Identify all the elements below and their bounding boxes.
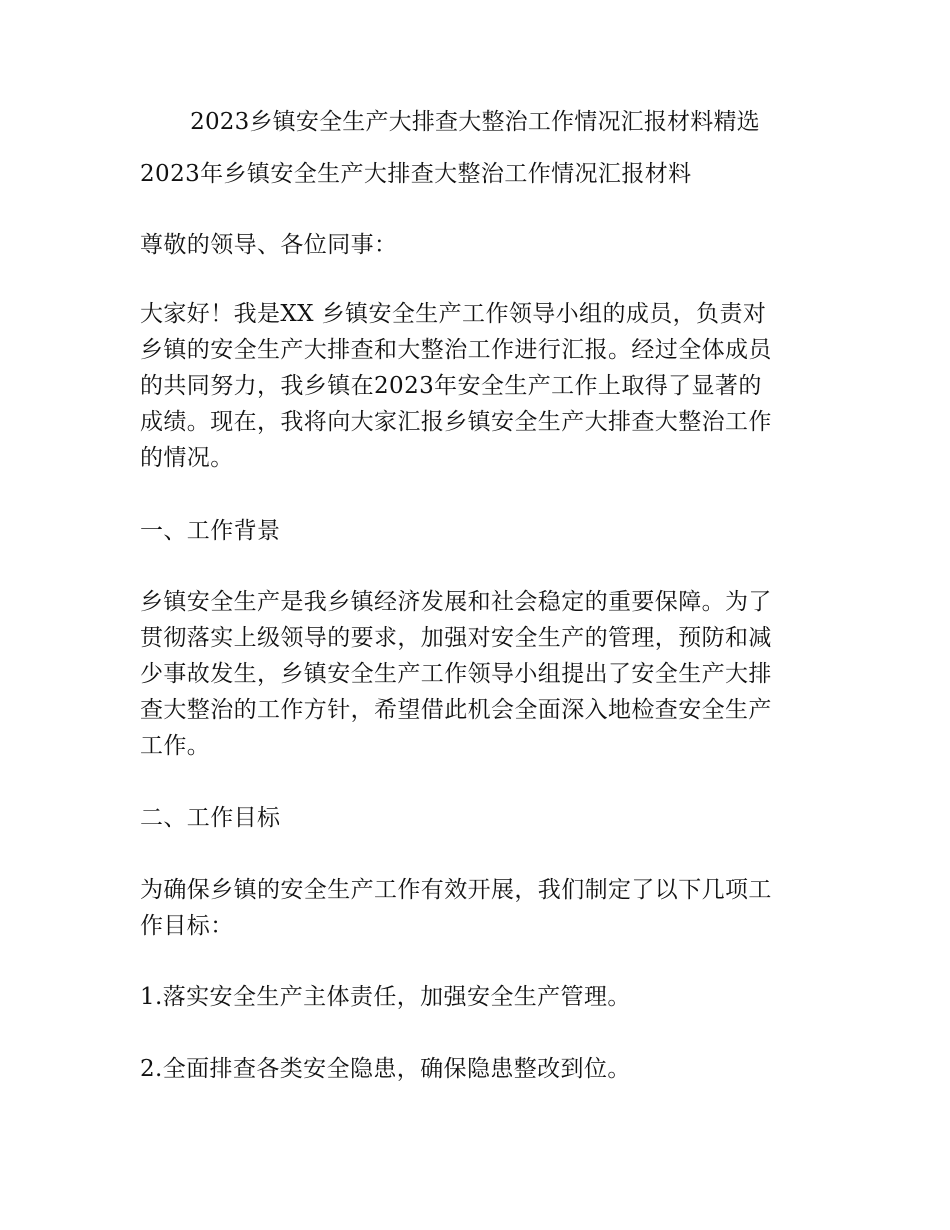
- goal-item-2: 2.全面排查各类安全隐患，确保隐患整改到位。: [140, 1056, 631, 1082]
- intro-line-1: 大家好！我是XX 乡镇安全生产工作领导小组的成员，负责对: [140, 301, 767, 327]
- section-1-heading: 一、工作背景: [140, 518, 281, 544]
- greeting: 尊敬的领导、各位同事：: [140, 232, 398, 258]
- section-2-line-2: 作目标：: [140, 913, 234, 939]
- section-2-line-1: 为确保乡镇的安全生产工作有效开展，我们制定了以下几项工: [140, 877, 772, 903]
- document-subtitle: 2023年乡镇安全生产大排查大整治工作情况汇报材料: [140, 161, 692, 187]
- document-title: 2023乡镇安全生产大排查大整治工作情况汇报材料精选: [190, 109, 760, 135]
- intro-line-4: 成绩。现在，我将向大家汇报乡镇安全生产大排查大整治工作: [140, 409, 772, 435]
- intro-line-2: 乡镇的安全生产大排查和大整治工作进行汇报。经过全体成员: [140, 337, 772, 363]
- section-2-heading: 二、工作目标: [140, 805, 281, 831]
- section-1-line-2: 贯彻落实上级领导的要求，加强对安全生产的管理，预防和减: [140, 625, 772, 651]
- goal-item-1: 1.落实安全生产主体责任，加强安全生产管理。: [140, 984, 631, 1010]
- section-1-line-5: 工作。: [140, 733, 211, 759]
- intro-line-5: 的情况。: [140, 445, 234, 471]
- section-1-line-3: 少事故发生，乡镇安全生产工作领导小组提出了安全生产大排: [140, 661, 772, 687]
- section-1-line-4: 查大整治的工作方针，希望借此机会全面深入地检查安全生产: [140, 697, 772, 723]
- section-1-line-1: 乡镇安全生产是我乡镇经济发展和社会稳定的重要保障。为了: [140, 589, 772, 615]
- intro-line-3: 的共同努力，我乡镇在2023年安全生产工作上取得了显著的: [140, 373, 762, 399]
